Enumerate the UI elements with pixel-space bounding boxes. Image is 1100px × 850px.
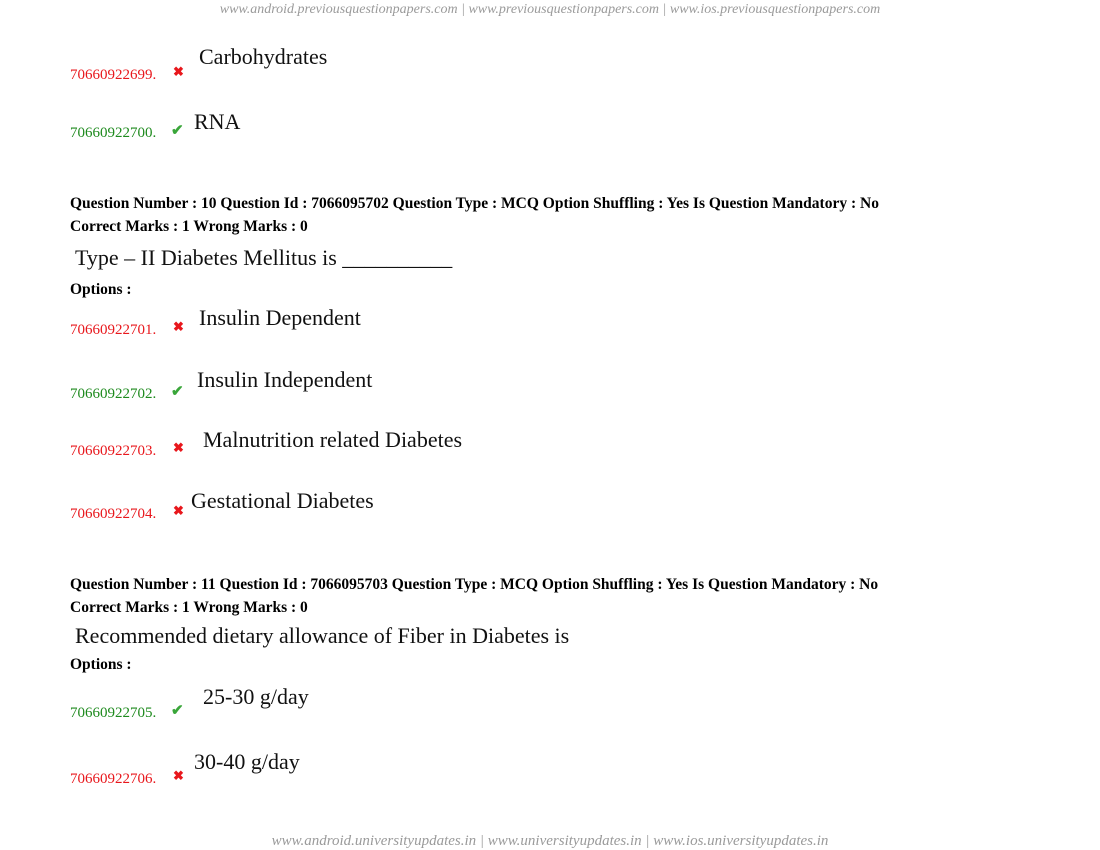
option-text: Gestational Diabetes bbox=[191, 488, 374, 513]
cross-icon: ✖ bbox=[173, 768, 184, 783]
question-text: Type – II Diabetes Mellitus is __________ bbox=[75, 245, 453, 270]
option-id: 70660922701. bbox=[70, 322, 157, 338]
option-text: Carbohydrates bbox=[199, 44, 328, 69]
options-label: Options : bbox=[70, 281, 132, 298]
check-icon: ✔ bbox=[171, 703, 184, 719]
check-icon: ✔ bbox=[171, 123, 184, 139]
footer-watermark: www.android.universityupdates.in | www.universityupdates.in | www.ios.universityupdates.in bbox=[271, 833, 829, 849]
option-id: 70660922703. bbox=[70, 443, 157, 459]
option-id: 70660922702. bbox=[70, 386, 157, 402]
cross-icon: ✖ bbox=[173, 319, 184, 334]
question-marks: Correct Marks : 1 Wrong Marks : 0 bbox=[70, 218, 308, 235]
option-text: 25-30 g/day bbox=[203, 684, 309, 709]
option-text: Malnutrition related Diabetes bbox=[203, 427, 463, 452]
option-id: 70660922706. bbox=[70, 771, 157, 787]
option-text: Insulin Dependent bbox=[199, 305, 361, 330]
options-label: Options : bbox=[70, 656, 132, 673]
option-id: 70660922699. bbox=[70, 67, 157, 83]
option-text: Insulin Independent bbox=[197, 367, 373, 392]
option-id: 70660922704. bbox=[70, 506, 157, 522]
question-text: Recommended dietary allowance of Fiber in Diabetes is bbox=[75, 623, 570, 648]
header-watermark: www.android.previousquestionpapers.com | www.previousquestionpapers.com | www.ios.previousquestionpapers.com bbox=[219, 2, 881, 17]
option-id: 70660922700. bbox=[70, 125, 157, 141]
check-icon: ✔ bbox=[171, 384, 184, 400]
cross-icon: ✖ bbox=[173, 64, 184, 79]
question-meta: Question Number : 10 Question Id : 7066095702 Question Type : MCQ Option Shuffling : Yes Is Question Mandatory : No bbox=[70, 195, 879, 212]
option-text: RNA bbox=[194, 109, 241, 134]
option-id: 70660922705. bbox=[70, 705, 157, 721]
question-marks: Correct Marks : 1 Wrong Marks : 0 bbox=[70, 599, 308, 616]
cross-icon: ✖ bbox=[173, 440, 184, 455]
cross-icon: ✖ bbox=[173, 503, 184, 518]
option-text: 30-40 g/day bbox=[194, 749, 300, 774]
question-meta: Question Number : 11 Question Id : 7066095703 Question Type : MCQ Option Shuffling : Yes Is Question Mandatory : No bbox=[70, 576, 879, 593]
